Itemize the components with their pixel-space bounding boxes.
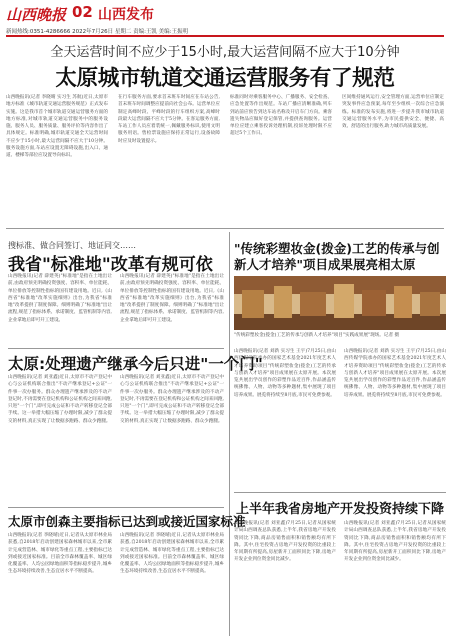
story4-article bbox=[8, 532, 226, 637]
story4-headline: 太原市创森主要指标已达到或接近国家标准 bbox=[8, 514, 246, 529]
story2-text-continued: 山西晚报讯(记者 薛建英)"标准地"是指在土地出让前,由政府预先明确投资强度、容积率、单位能耗、单位排放等控制性指标的国有建设用地。近日,《山西省"标准地"改革实施细则》出台,为我省"标准地"改革提供了制度保障。细则明确了"标准地"出让流程,规范了指标体系、承诺制度、监管机制等内容,企业拿地后即可开工建设。 bbox=[120, 274, 224, 323]
edition-line: 新闻热线:0351-4286666 2022年7月26日 星期二 责编:王凯 美编:王振明 bbox=[6, 29, 189, 35]
story3-text: 山西晚报讯(记者 刘亚鑫)近日,太原市不动产登记中心与公证机构联合推出"不动产继承登记+公证"一件事一次办服务。群众办理遗产继承涉及的不动产登记时,不再需要在登记机构和公证机构之间来回跑,只进"一个门",即可完成公证和不动产转移登记全部手续。这一举措大幅压缩了办理时限,减少了群众提交的材料,真正实现了让数据多跑路、群众少跑腿。 bbox=[8, 375, 112, 424]
story5-headline: "传统彩塑妆金(拨金)工艺的传承与创新人才培养"项目成果展亮相太原 bbox=[234, 241, 440, 272]
photo-caption: "传统彩塑妆金(拨金)工艺的传承与创新人才培养"项目"实践成果展"现场。记者 摄 bbox=[234, 333, 400, 338]
exhibition-photo bbox=[234, 276, 446, 330]
newspaper-logo: 山西晚报 bbox=[6, 6, 67, 24]
story2-article bbox=[8, 273, 226, 346]
page-number: 02 bbox=[72, 3, 93, 21]
story6-text: 山西晚报讯(记者 刘亚鑫)7月25日,记者从国家统计局山西调查总队获悉,上半年,我省房地产开发投资同比下降,商品房销售面积和销售额均有所下降。其中,住宅投资占房地产开发投资的比重较上年同期有所提高,房屋新开工面积同比下降,房地产开发企业到位资金同比减少。 bbox=[234, 521, 336, 563]
story2-headline: 我省"标准地"改革有规可依 bbox=[8, 255, 213, 275]
section-title: 山西发布 bbox=[98, 7, 154, 23]
story5-text-continued: 山西晚报讯(记者 刘新 实习生 王宇)7月25日,由山西传媒学院承办的国家艺术基金2021年度艺术人才培养资助项目"传统彩塑妆金(拨金)工艺的传承与创新人才培养"项目成果展在太原开展。本次展览共展出学员创作的彩塑作品近百件,作品涵盖传统佛像、人物、动物等多种题材,集中展现了项目培养成果。展览将持续至8月底,市民可免费参观。 bbox=[344, 349, 446, 398]
lead-article bbox=[6, 94, 444, 219]
divider bbox=[8, 348, 224, 349]
story6-headline: 上半年我省房地产开发投资持续下降 bbox=[235, 502, 444, 517]
lead-column-1: 山西晚报讯(记者 李晓晴 实习生 苏航)近日,太原市地方标准《城市轨道交通运营服务规范》正式发布实施。这是我市首个城市轨道交通运营服务方面的地方标准,对城市轨道交通运营服务中的服务设施、服务人员、服务质量、服务评价等内容作出了具体规定。标准明确,城市轨道交通全天运营时间不应少于15小时,最大运营间隔不应大于10分钟。服务设施方面,车站应设置无障碍设施,出入口、通道、楼梯等部位应设置导向标识。 bbox=[6, 95, 108, 159]
lead-subhead: 全天运营时间不应少于15小时,最大运营间隔不应大于10分钟 bbox=[50, 45, 400, 60]
story5-article bbox=[234, 348, 446, 488]
story4-text: 山西晚报讯(记者 李晓晴)近日,记者从太原市林业局获悉,自2018年启动创建国家森林城市以来,全市累计完成营造林、城市绿化等重点工程,主要指标已达到或接近国家标准。目前全市森林覆盖率、城区绿化覆盖率、人均公园绿地面积等指标稳步提升,城乡生态环境持续改善,生态宜居水平不断提高。 bbox=[8, 533, 112, 575]
story2-kicker: 搜标准、做合同签订、地证同交…… bbox=[8, 241, 136, 250]
lead-column-2: 在行车服务方面,要求首末班车时间应在车站公告,首末班车时间调整应提前向社会公布。运营单位应制定高峰时段、平峰时段的行车组织方案,高峰时段最大运营间隔不应大于5分钟。在客运服务方面,车站工作人员应着装统一,佩戴服务标识,使用文明服务用语。售检票设施应保持正常运行,设备故障时应及时设置提示。 bbox=[118, 95, 220, 144]
story3-article bbox=[8, 374, 226, 504]
story6-text-continued: 山西晚报讯(记者 刘亚鑫)7月25日,记者从国家统计局山西调查总队获悉,上半年,我省房地产开发投资同比下降,商品房销售面积和销售额均有所下降。其中,住宅投资占房地产开发投资的比重较上年同期有所提高,房屋新开工面积同比下降,房地产开发企业到位资金同比减少。 bbox=[344, 521, 446, 563]
divider bbox=[6, 228, 444, 229]
lead-headline: 太原城市轨道交通运营服务有了规范 bbox=[55, 66, 395, 91]
masthead-rule bbox=[6, 35, 444, 37]
story4-text-continued: 山西晚报讯(记者 李晓晴)近日,记者从太原市林业局获悉,自2018年启动创建国家森林城市以来,全市累计完成营造林、城市绿化等重点工程,主要指标已达到或接近国家标准。目前全市森林覆盖率、城区绿化覆盖率、人均公园绿地面积等指标稳步提升,城乡生态环境持续改善,生态宜居水平不断提高。 bbox=[120, 533, 224, 575]
column-divider bbox=[229, 232, 230, 636]
divider bbox=[8, 507, 224, 508]
divider bbox=[234, 492, 446, 493]
lead-column-3: 标准同时对乘客服务中心、广播服务、安全检查、应急处置等作出规范。车站广播应清晰准确,列车到站前应预告到达车站名称及开启车门方向。乘客遗失物品应做好登记保管,并提供查询服务。运营单位应建立乘客投诉处理机制,投诉处理时限不应超过5个工作日。 bbox=[230, 95, 332, 137]
story3-headline: 太原:处理遗产继承今后只进"一个门" bbox=[8, 355, 263, 373]
story5-text: 山西晚报讯(记者 刘新 实习生 王宇)7月25日,由山西传媒学院承办的国家艺术基金2021年度艺术人才培养资助项目"传统彩塑妆金(拨金)工艺的传承与创新人才培养"项目成果展在太原开展。本次展览共展出学员创作的彩塑作品近百件,作品涵盖传统佛像、人物、动物等多种题材,集中展现了项目培养成果。展览将持续至8月底,市民可免费参观。 bbox=[234, 349, 336, 398]
story3-text-continued: 山西晚报讯(记者 刘亚鑫)近日,太原市不动产登记中心与公证机构联合推出"不动产继承登记+公证"一件事一次办服务。群众办理遗产继承涉及的不动产登记时,不再需要在登记机构和公证机构之间来回跑,只进"一个门",即可完成公证和不动产转移登记全部手续。这一举措大幅压缩了办理时限,减少了群众提交的材料,真正实现了让数据多跑路、群众少跑腿。 bbox=[120, 375, 224, 424]
story6-article bbox=[234, 520, 446, 637]
lead-column-4: 区间维持通风运行,安全管理方面,运营单位应制定突发事件应急预案,每年至少组织一次综合应急演练。标准的发布实施,将进一步提升我市城市轨道交通运营服务水平,为市民提供安全、便捷、高效、舒适的出行服务,助力城市高质量发展。 bbox=[342, 95, 444, 130]
masthead bbox=[6, 4, 444, 26]
story2-text: 山西晚报讯(记者 薛建英)"标准地"是指在土地出让前,由政府预先明确投资强度、容积率、单位能耗、单位排放等控制性指标的国有建设用地。近日,《山西省"标准地"改革实施细则》出台,为我省"标准地"改革提供了制度保障。细则明确了"标准地"出让流程,规范了指标体系、承诺制度、监管机制等内容,企业拿地后即可开工建设。 bbox=[8, 274, 112, 323]
